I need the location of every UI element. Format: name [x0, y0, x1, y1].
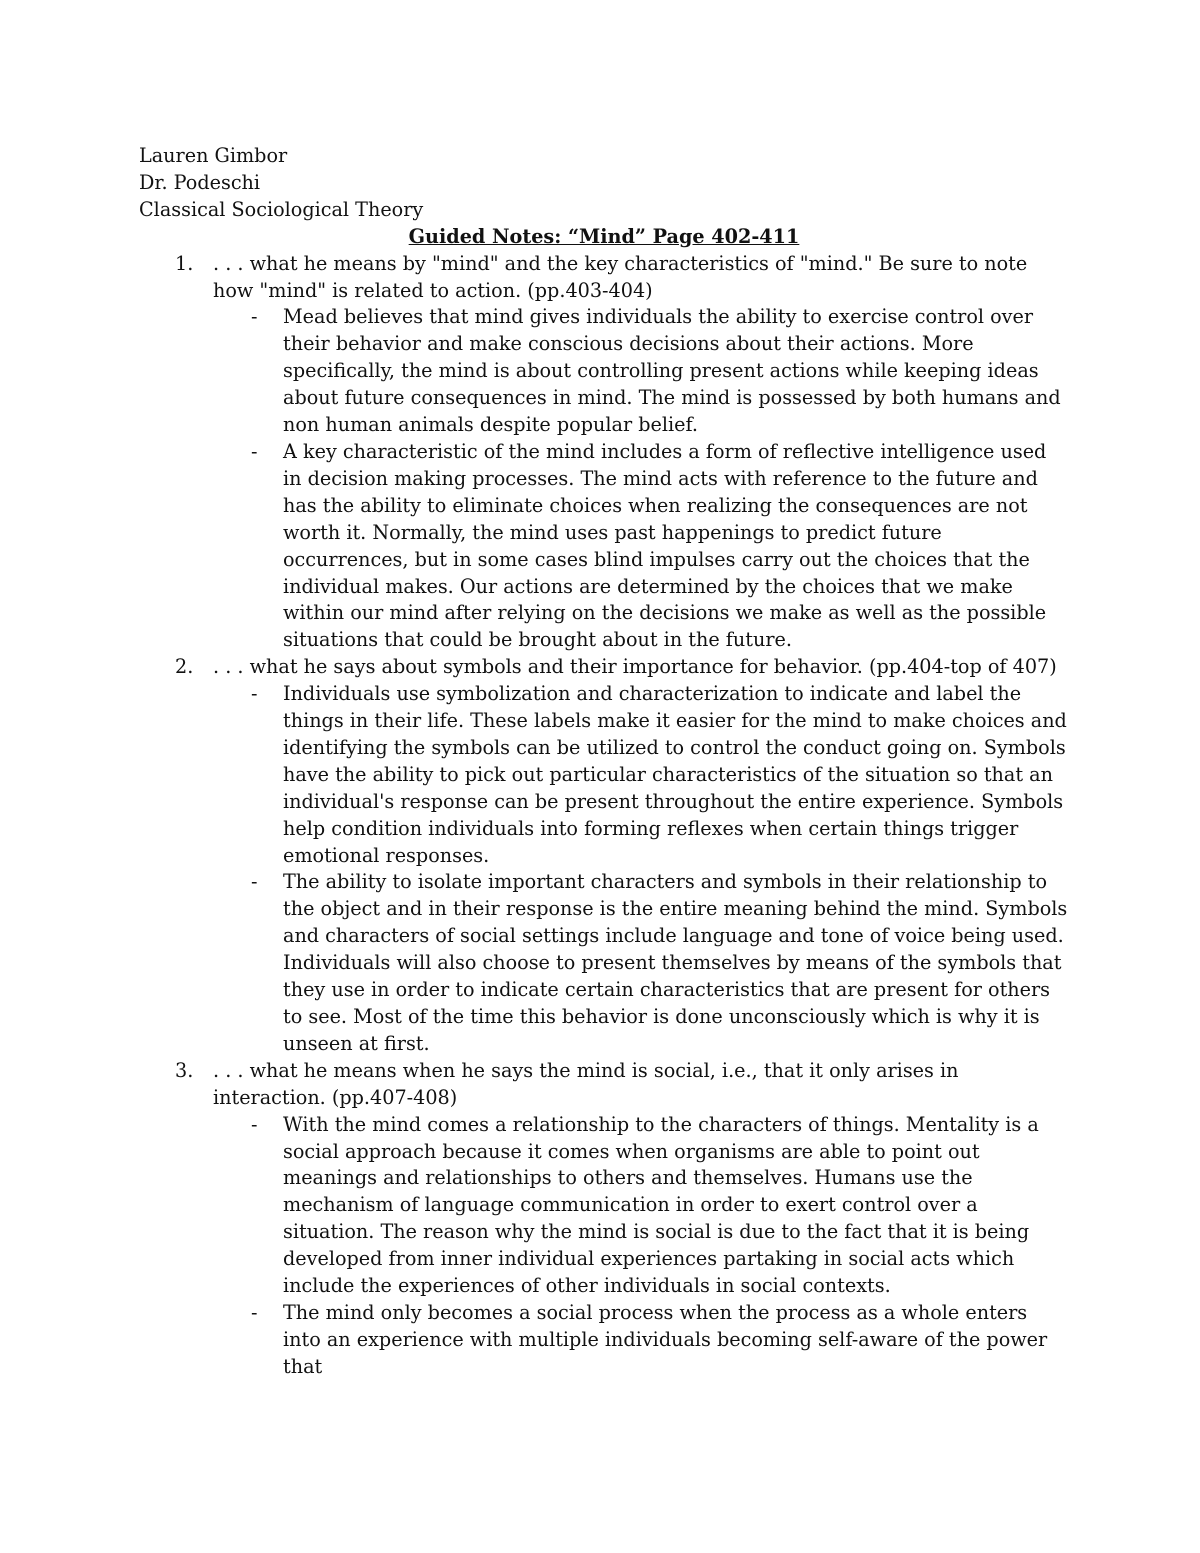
answer-list	[213, 681, 1069, 1058]
dash-bullet: -	[251, 305, 258, 329]
dash-bullet: -	[251, 1300, 258, 1324]
dash-bullet: -	[251, 1112, 258, 1136]
answer-item	[213, 869, 1069, 1057]
question-list	[139, 251, 1069, 1381]
question-prompt: . . . what he says about symbols and their importance for behavior. (pp.404-top of 407)	[213, 655, 1057, 679]
answer-text: The mind only becomes a social process when the process as a whole enters into an experience with multiple individuals becoming self-aware of the power that	[283, 1300, 1048, 1378]
answer-item	[213, 1112, 1069, 1300]
answer-item	[213, 439, 1069, 654]
question-number: 1.	[175, 251, 194, 275]
document-title: Guided Notes: “Mind” Page 402-411	[408, 224, 800, 248]
answer-text: A key characteristic of the mind includes a form of reflective intelligence used in decision making processes. The mind acts with reference to the future and has the ability to eliminate choices when realizing the consequences are not worth it. Normally, the mind uses past happenings to predict future occurrences, but in some cases blind impulses carry out the choices that the individual makes. Our actions are determined by the choices that we make within our mind after relying on the decisions we make as well as the possible situations that could be brought about in the future.	[283, 439, 1047, 652]
answer-text: With the mind comes a relationship to the characters of things. Mentality is a social approach because it comes when organisms are able to point out meanings and relationships to others and themselves. Humans use the mechanism of language communication in order to exert control over a situation. The reason why the mind is social is due to the fact that it is being developed from inner individual experiences partaking in social acts which include the experiences of other individuals in social contexts.	[283, 1112, 1039, 1298]
dash-bullet: -	[251, 439, 258, 463]
answer-text: Individuals use symbolization and characterization to indicate and label the things in their life. These labels make it easier for the mind to make choices and identifying the symbols can be utilized to control the conduct going on. Symbols have the ability to pick out particular characteristics of the situation so that an individual's response can be present throughout the entire experience. Symbols help condition individuals into forming reflexes when certain things trigger emotional responses.	[283, 682, 1067, 867]
answer-item	[213, 1300, 1069, 1381]
course-name: Classical Sociological Theory	[139, 197, 424, 221]
dash-bullet: -	[251, 870, 258, 894]
instructor-name: Dr. Podeschi	[139, 170, 261, 194]
question-item	[139, 654, 1069, 1058]
answer-text: The ability to isolate important characters and symbols in their relationship to the object and in their response is the entire meaning behind the mind. Symbols and characters of social settings include language and tone of voice being used. Individuals will also choose to present themselves by means of the symbols that they use in order to indicate certain characteristics that are present for others to see. Most of the time this behavior is done unconsciously which is why it is unseen at first.	[283, 870, 1068, 1055]
question-prompt: . . . what he means by "mind" and the key characteristics of "mind." Be sure to note how "mind" is related to action. (pp.403-404)	[213, 251, 1028, 302]
answer-item	[213, 681, 1069, 869]
question-number: 2.	[175, 655, 194, 679]
document-body	[139, 143, 1069, 1381]
question-item	[139, 251, 1069, 655]
author-name: Lauren Gimbor	[139, 144, 288, 167]
question-item	[139, 1058, 1069, 1381]
question-number: 3.	[175, 1058, 194, 1082]
dash-bullet: -	[251, 682, 258, 706]
question-prompt: . . . what he means when he says the mind is social, i.e., that it only arises in interaction. (pp.407-408)	[213, 1058, 959, 1109]
answer-text: Mead believes that mind gives individuals the ability to exercise control over their behavior and make conscious decisions about their actions. More specifically, the mind is about controlling present actions while keeping ideas about future consequences in mind. The mind is possessed by both humans and non human animals despite popular belief.	[283, 305, 1061, 437]
answer-item	[213, 304, 1069, 439]
answer-list	[213, 304, 1069, 654]
answer-list	[213, 1112, 1069, 1381]
